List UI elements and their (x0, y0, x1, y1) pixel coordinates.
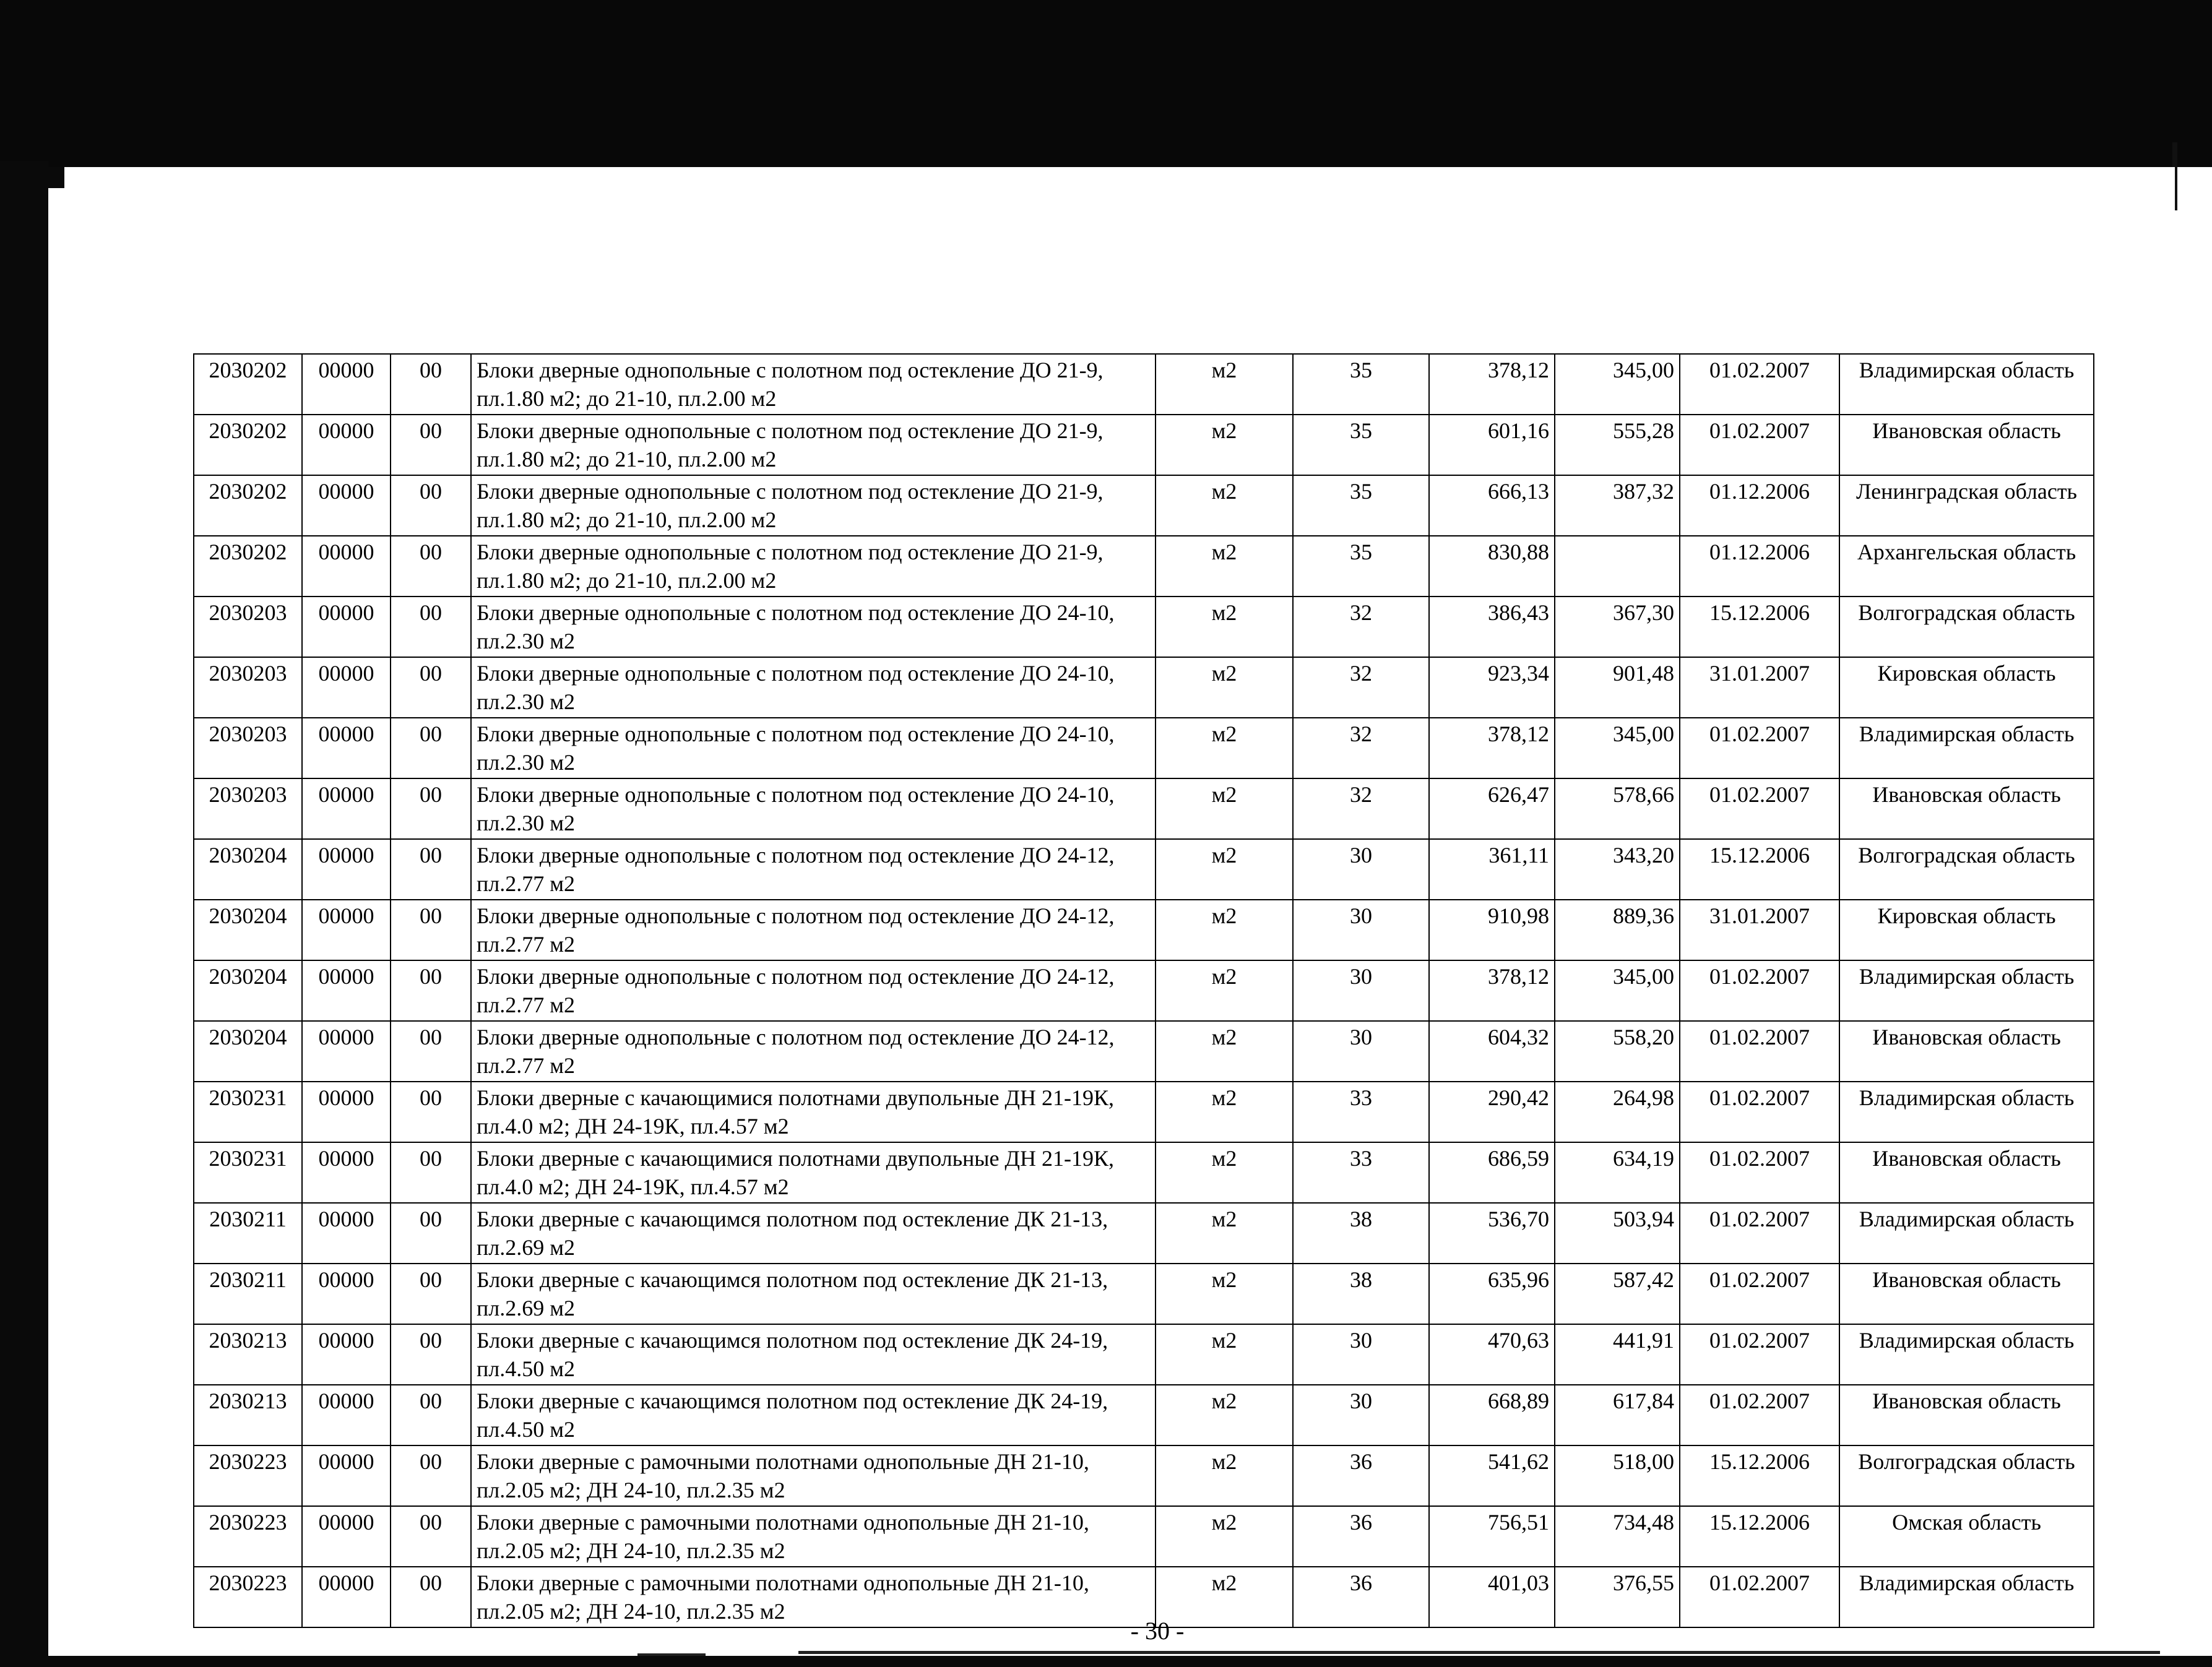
cell-date: 31.01.2007 (1680, 900, 1839, 960)
cell-unit: м2 (1156, 597, 1293, 657)
table-row (194, 1021, 2094, 1082)
cell-subcode2: 00 (391, 1445, 471, 1506)
table-row (194, 1385, 2094, 1445)
cell-subcode: 00000 (302, 536, 391, 597)
cell-unit: м2 (1156, 1506, 1293, 1567)
table-row (194, 1445, 2094, 1506)
cell-subcode: 00000 (302, 1445, 391, 1506)
table-row (194, 536, 2094, 597)
cell-unit: м2 (1156, 354, 1293, 415)
cell-subcode2: 00 (391, 354, 471, 415)
table-row (194, 718, 2094, 778)
cell-description: Блоки дверные однопольные с полотном под остекление ДО 21-9, пл.1.80 м2; до 21-10, пл.2.00 м2 (471, 536, 1156, 597)
cell-subcode2: 00 (391, 778, 471, 839)
cell-description: Блоки дверные однопольные с полотном под остекление ДО 24-12, пл.2.77 м2 (471, 960, 1156, 1021)
cell-subcode: 00000 (302, 475, 391, 536)
cell-description: Блоки дверные однопольные с полотном под остекление ДО 24-12, пл.2.77 м2 (471, 1021, 1156, 1082)
cell-price-1: 910,98 (1429, 900, 1555, 960)
cell-region: Кировская область (1839, 900, 2094, 960)
table-row (194, 1264, 2094, 1324)
cell-quantity: 35 (1293, 475, 1429, 536)
table-row (194, 475, 2094, 536)
price-table (193, 353, 2094, 1628)
scan-border-top (0, 0, 2212, 167)
cell-subcode2: 00 (391, 1264, 471, 1324)
cell-unit: м2 (1156, 536, 1293, 597)
cell-description: Блоки дверные однопольные с полотном под остекление ДО 24-10, пл.2.30 м2 (471, 778, 1156, 839)
cell-subcode: 00000 (302, 839, 391, 900)
cell-price-1: 541,62 (1429, 1445, 1555, 1506)
cell-description: Блоки дверные однопольные с полотном под остекление ДО 21-9, пл.1.80 м2; до 21-10, пл.2.00 м2 (471, 354, 1156, 415)
cell-subcode2: 00 (391, 1324, 471, 1385)
cell-price-1: 756,51 (1429, 1506, 1555, 1567)
cell-code: 2030204 (194, 1021, 302, 1082)
cell-description: Блоки дверные однопольные с полотном под остекление ДО 24-12, пл.2.77 м2 (471, 900, 1156, 960)
cell-subcode2: 00 (391, 1021, 471, 1082)
table-row (194, 839, 2094, 900)
cell-quantity: 30 (1293, 1324, 1429, 1385)
cell-date: 01.02.2007 (1680, 1203, 1839, 1264)
cell-price-1: 666,13 (1429, 475, 1555, 536)
cell-subcode: 00000 (302, 960, 391, 1021)
cell-subcode: 00000 (302, 657, 391, 718)
cell-subcode2: 00 (391, 1082, 471, 1142)
table-body (194, 354, 2094, 1627)
cell-unit: м2 (1156, 778, 1293, 839)
cell-date: 01.02.2007 (1680, 415, 1839, 475)
cell-price-2: 587,42 (1555, 1264, 1680, 1324)
cell-description: Блоки дверные с рамочными полотнами однопольные ДН 21-10, пл.2.05 м2; ДН 24-10, пл.2.35 м2 (471, 1506, 1156, 1567)
cell-price-2: 343,20 (1555, 839, 1680, 900)
cell-subcode2: 00 (391, 536, 471, 597)
cell-price-2: 889,36 (1555, 900, 1680, 960)
cell-subcode: 00000 (302, 1203, 391, 1264)
cell-quantity: 30 (1293, 1021, 1429, 1082)
cell-price-2: 367,30 (1555, 597, 1680, 657)
cell-subcode: 00000 (302, 1142, 391, 1203)
cell-price-2: 441,91 (1555, 1324, 1680, 1385)
cell-region: Омская область (1839, 1506, 2094, 1567)
cell-subcode2: 00 (391, 1203, 471, 1264)
cell-price-1: 923,34 (1429, 657, 1555, 718)
cell-unit: м2 (1156, 415, 1293, 475)
cell-quantity: 38 (1293, 1264, 1429, 1324)
cell-region: Архангельская область (1839, 536, 2094, 597)
footer-rule-left (637, 1653, 706, 1656)
cell-unit: м2 (1156, 1142, 1293, 1203)
cell-date: 01.02.2007 (1680, 718, 1839, 778)
cell-region: Владимирская область (1839, 1082, 2094, 1142)
cell-unit: м2 (1156, 1264, 1293, 1324)
cell-date: 01.02.2007 (1680, 1142, 1839, 1203)
cell-price-1: 378,12 (1429, 354, 1555, 415)
cell-subcode: 00000 (302, 1324, 391, 1385)
cell-price-2: 734,48 (1555, 1506, 1680, 1567)
cell-unit: м2 (1156, 1567, 1293, 1627)
cell-region: Владимирская область (1839, 1567, 2094, 1627)
cell-price-1: 604,32 (1429, 1021, 1555, 1082)
cell-price-1: 386,43 (1429, 597, 1555, 657)
cell-quantity: 36 (1293, 1445, 1429, 1506)
cell-quantity: 35 (1293, 536, 1429, 597)
cell-quantity: 36 (1293, 1567, 1429, 1627)
cell-date: 01.12.2006 (1680, 475, 1839, 536)
cell-price-2: 376,55 (1555, 1567, 1680, 1627)
cell-date: 01.02.2007 (1680, 1385, 1839, 1445)
cell-quantity: 30 (1293, 960, 1429, 1021)
cell-date: 01.02.2007 (1680, 960, 1839, 1021)
cell-code: 2030202 (194, 354, 302, 415)
cell-price-2: 345,00 (1555, 354, 1680, 415)
cell-code: 2030213 (194, 1324, 302, 1385)
cell-code: 2030211 (194, 1203, 302, 1264)
cell-subcode2: 00 (391, 839, 471, 900)
cell-region: Владимирская область (1839, 718, 2094, 778)
cell-price-1: 635,96 (1429, 1264, 1555, 1324)
cell-region: Ивановская область (1839, 1021, 2094, 1082)
cell-date: 31.01.2007 (1680, 657, 1839, 718)
cell-subcode2: 00 (391, 900, 471, 960)
cell-quantity: 30 (1293, 839, 1429, 900)
cell-region: Ивановская область (1839, 1385, 2094, 1445)
cell-price-2: 345,00 (1555, 960, 1680, 1021)
cell-code: 2030213 (194, 1385, 302, 1445)
table-row (194, 1142, 2094, 1203)
cell-price-2: 518,00 (1555, 1445, 1680, 1506)
cell-description: Блоки дверные с качающимся полотном под остекление ДК 21-13, пл.2.69 м2 (471, 1264, 1156, 1324)
cell-price-2: 901,48 (1555, 657, 1680, 718)
cell-price-2: 555,28 (1555, 415, 1680, 475)
cell-quantity: 32 (1293, 657, 1429, 718)
cell-date: 01.12.2006 (1680, 536, 1839, 597)
cell-description: Блоки дверные однопольные с полотном под остекление ДО 24-10, пл.2.30 м2 (471, 718, 1156, 778)
cell-code: 2030211 (194, 1264, 302, 1324)
cell-date: 01.02.2007 (1680, 1264, 1839, 1324)
cell-price-1: 378,12 (1429, 960, 1555, 1021)
cell-quantity: 32 (1293, 597, 1429, 657)
cell-region: Волгоградская область (1839, 1445, 2094, 1506)
cell-region: Ивановская область (1839, 1142, 2094, 1203)
cell-code: 2030204 (194, 900, 302, 960)
cell-region: Владимирская область (1839, 354, 2094, 415)
cell-unit: м2 (1156, 900, 1293, 960)
cell-price-2: 387,32 (1555, 475, 1680, 536)
cell-date: 15.12.2006 (1680, 1506, 1839, 1567)
cell-subcode2: 00 (391, 475, 471, 536)
cell-subcode: 00000 (302, 1264, 391, 1324)
cell-price-1: 686,59 (1429, 1142, 1555, 1203)
cell-description: Блоки дверные с качающимися полотнами двупольные ДН 21-19К, пл.4.0 м2; ДН 24-19К, пл.4.57 м2 (471, 1142, 1156, 1203)
table-row (194, 900, 2094, 960)
cell-date: 01.02.2007 (1680, 1082, 1839, 1142)
cell-region: Ивановская область (1839, 778, 2094, 839)
cell-subcode2: 00 (391, 597, 471, 657)
cell-price-2: 264,98 (1555, 1082, 1680, 1142)
cell-unit: м2 (1156, 475, 1293, 536)
cell-subcode2: 00 (391, 1506, 471, 1567)
cell-price-1: 668,89 (1429, 1385, 1555, 1445)
cell-unit: м2 (1156, 839, 1293, 900)
cell-subcode: 00000 (302, 354, 391, 415)
scan-border-bottom (0, 1656, 2212, 1667)
cell-date: 01.02.2007 (1680, 778, 1839, 839)
cell-region: Ивановская область (1839, 1264, 2094, 1324)
cell-price-2 (1555, 536, 1680, 597)
cell-unit: м2 (1156, 960, 1293, 1021)
cell-date: 15.12.2006 (1680, 839, 1839, 900)
table-row (194, 415, 2094, 475)
cell-quantity: 35 (1293, 415, 1429, 475)
cell-subcode: 00000 (302, 1385, 391, 1445)
cell-subcode: 00000 (302, 1082, 391, 1142)
cell-price-1: 470,63 (1429, 1324, 1555, 1385)
cell-price-2: 617,84 (1555, 1385, 1680, 1445)
cell-date: 01.02.2007 (1680, 1567, 1839, 1627)
table-row (194, 1203, 2094, 1264)
scan-border-left (0, 161, 48, 1667)
cell-quantity: 33 (1293, 1142, 1429, 1203)
cell-unit: м2 (1156, 1203, 1293, 1264)
cell-price-2: 578,66 (1555, 778, 1680, 839)
cell-quantity: 33 (1293, 1082, 1429, 1142)
cell-subcode: 00000 (302, 415, 391, 475)
cell-date: 01.02.2007 (1680, 1324, 1839, 1385)
cell-description: Блоки дверные однопольные с полотном под остекление ДО 24-12, пл.2.77 м2 (471, 839, 1156, 900)
cell-date: 01.02.2007 (1680, 1021, 1839, 1082)
cell-subcode2: 00 (391, 718, 471, 778)
page-number: - 30 - (1130, 1617, 1185, 1645)
cell-region: Владимирская область (1839, 1203, 2094, 1264)
footer-rule-right (798, 1651, 2160, 1654)
cell-region: Волгоградская область (1839, 839, 2094, 900)
cell-quantity: 30 (1293, 1385, 1429, 1445)
table-row (194, 354, 2094, 415)
table-row (194, 1506, 2094, 1567)
cell-quantity: 35 (1293, 354, 1429, 415)
table-row (194, 1324, 2094, 1385)
cell-description: Блоки дверные однопольные с полотном под остекление ДО 24-10, пл.2.30 м2 (471, 657, 1156, 718)
cell-quantity: 36 (1293, 1506, 1429, 1567)
cell-description: Блоки дверные однопольные с полотном под остекление ДО 21-9, пл.1.80 м2; до 21-10, пл.2.00 м2 (471, 415, 1156, 475)
cell-code: 2030202 (194, 536, 302, 597)
cell-subcode2: 00 (391, 1142, 471, 1203)
table-row (194, 657, 2094, 718)
cell-price-2: 634,19 (1555, 1142, 1680, 1203)
cell-description: Блоки дверные с качающимся полотном под остекление ДК 24-19, пл.4.50 м2 (471, 1324, 1156, 1385)
cell-subcode: 00000 (302, 597, 391, 657)
cell-unit: м2 (1156, 1324, 1293, 1385)
cell-code: 2030223 (194, 1506, 302, 1567)
cell-subcode: 00000 (302, 1567, 391, 1627)
cell-subcode: 00000 (302, 778, 391, 839)
cell-code: 2030203 (194, 718, 302, 778)
cell-code: 2030204 (194, 839, 302, 900)
cell-subcode: 00000 (302, 900, 391, 960)
cell-unit: м2 (1156, 1385, 1293, 1445)
cell-unit: м2 (1156, 657, 1293, 718)
cell-price-1: 830,88 (1429, 536, 1555, 597)
cell-code: 2030223 (194, 1445, 302, 1506)
cell-price-2: 558,20 (1555, 1021, 1680, 1082)
cell-unit: м2 (1156, 1082, 1293, 1142)
cell-price-1: 401,03 (1429, 1567, 1555, 1627)
cell-region: Ленинградская область (1839, 475, 2094, 536)
cell-region: Владимирская область (1839, 1324, 2094, 1385)
cell-price-1: 361,11 (1429, 839, 1555, 900)
cell-subcode2: 00 (391, 1567, 471, 1627)
cell-description: Блоки дверные с качающимися полотнами двупольные ДН 21-19К, пл.4.0 м2; ДН 24-19К, пл.4.57 м2 (471, 1082, 1156, 1142)
cell-code: 2030203 (194, 597, 302, 657)
cell-code: 2030203 (194, 778, 302, 839)
cell-subcode: 00000 (302, 1506, 391, 1567)
cell-description: Блоки дверные однопольные с полотном под остекление ДО 24-10, пл.2.30 м2 (471, 597, 1156, 657)
table-row (194, 597, 2094, 657)
cell-code: 2030203 (194, 657, 302, 718)
cell-subcode2: 00 (391, 1385, 471, 1445)
cell-region: Ивановская область (1839, 415, 2094, 475)
cell-description: Блоки дверные с рамочными полотнами однопольные ДН 21-10, пл.2.05 м2; ДН 24-10, пл.2.35 м2 (471, 1445, 1156, 1506)
cell-code: 2030202 (194, 415, 302, 475)
cell-subcode: 00000 (302, 1021, 391, 1082)
cell-subcode: 00000 (302, 718, 391, 778)
cell-subcode2: 00 (391, 657, 471, 718)
cell-description: Блоки дверные с рамочными полотнами однопольные ДН 21-10, пл.2.05 м2; ДН 24-10, пл.2.35 м2 (471, 1567, 1156, 1627)
cell-price-2: 345,00 (1555, 718, 1680, 778)
cell-code: 2030204 (194, 960, 302, 1021)
cell-code: 2030202 (194, 475, 302, 536)
cell-description: Блоки дверные с качающимся полотном под остекление ДК 24-19, пл.4.50 м2 (471, 1385, 1156, 1445)
table-row (194, 1082, 2094, 1142)
cell-quantity: 38 (1293, 1203, 1429, 1264)
cell-price-2: 503,94 (1555, 1203, 1680, 1264)
cell-code: 2030223 (194, 1567, 302, 1627)
cell-price-1: 601,16 (1429, 415, 1555, 475)
cell-unit: м2 (1156, 1021, 1293, 1082)
sheet-corner-notch (48, 167, 64, 188)
cell-price-1: 536,70 (1429, 1203, 1555, 1264)
cell-quantity: 32 (1293, 718, 1429, 778)
cell-date: 15.12.2006 (1680, 1445, 1839, 1506)
table-row (194, 960, 2094, 1021)
cell-subcode2: 00 (391, 960, 471, 1021)
cell-region: Волгоградская область (1839, 597, 2094, 657)
cell-price-1: 626,47 (1429, 778, 1555, 839)
cell-price-1: 290,42 (1429, 1082, 1555, 1142)
table-row (194, 778, 2094, 839)
cell-region: Кировская область (1839, 657, 2094, 718)
cell-date: 01.02.2007 (1680, 354, 1839, 415)
cell-description: Блоки дверные однопольные с полотном под остекление ДО 21-9, пл.1.80 м2; до 21-10, пл.2.00 м2 (471, 475, 1156, 536)
cell-date: 15.12.2006 (1680, 597, 1839, 657)
cell-description: Блоки дверные с качающимся полотном под остекление ДК 21-13, пл.2.69 м2 (471, 1203, 1156, 1264)
cell-code: 2030231 (194, 1082, 302, 1142)
cell-code: 2030231 (194, 1142, 302, 1203)
cell-region: Владимирская область (1839, 960, 2094, 1021)
cell-price-1: 378,12 (1429, 718, 1555, 778)
cell-subcode2: 00 (391, 415, 471, 475)
cell-unit: м2 (1156, 718, 1293, 778)
cell-quantity: 32 (1293, 778, 1429, 839)
cell-quantity: 30 (1293, 900, 1429, 960)
cell-unit: м2 (1156, 1445, 1293, 1506)
